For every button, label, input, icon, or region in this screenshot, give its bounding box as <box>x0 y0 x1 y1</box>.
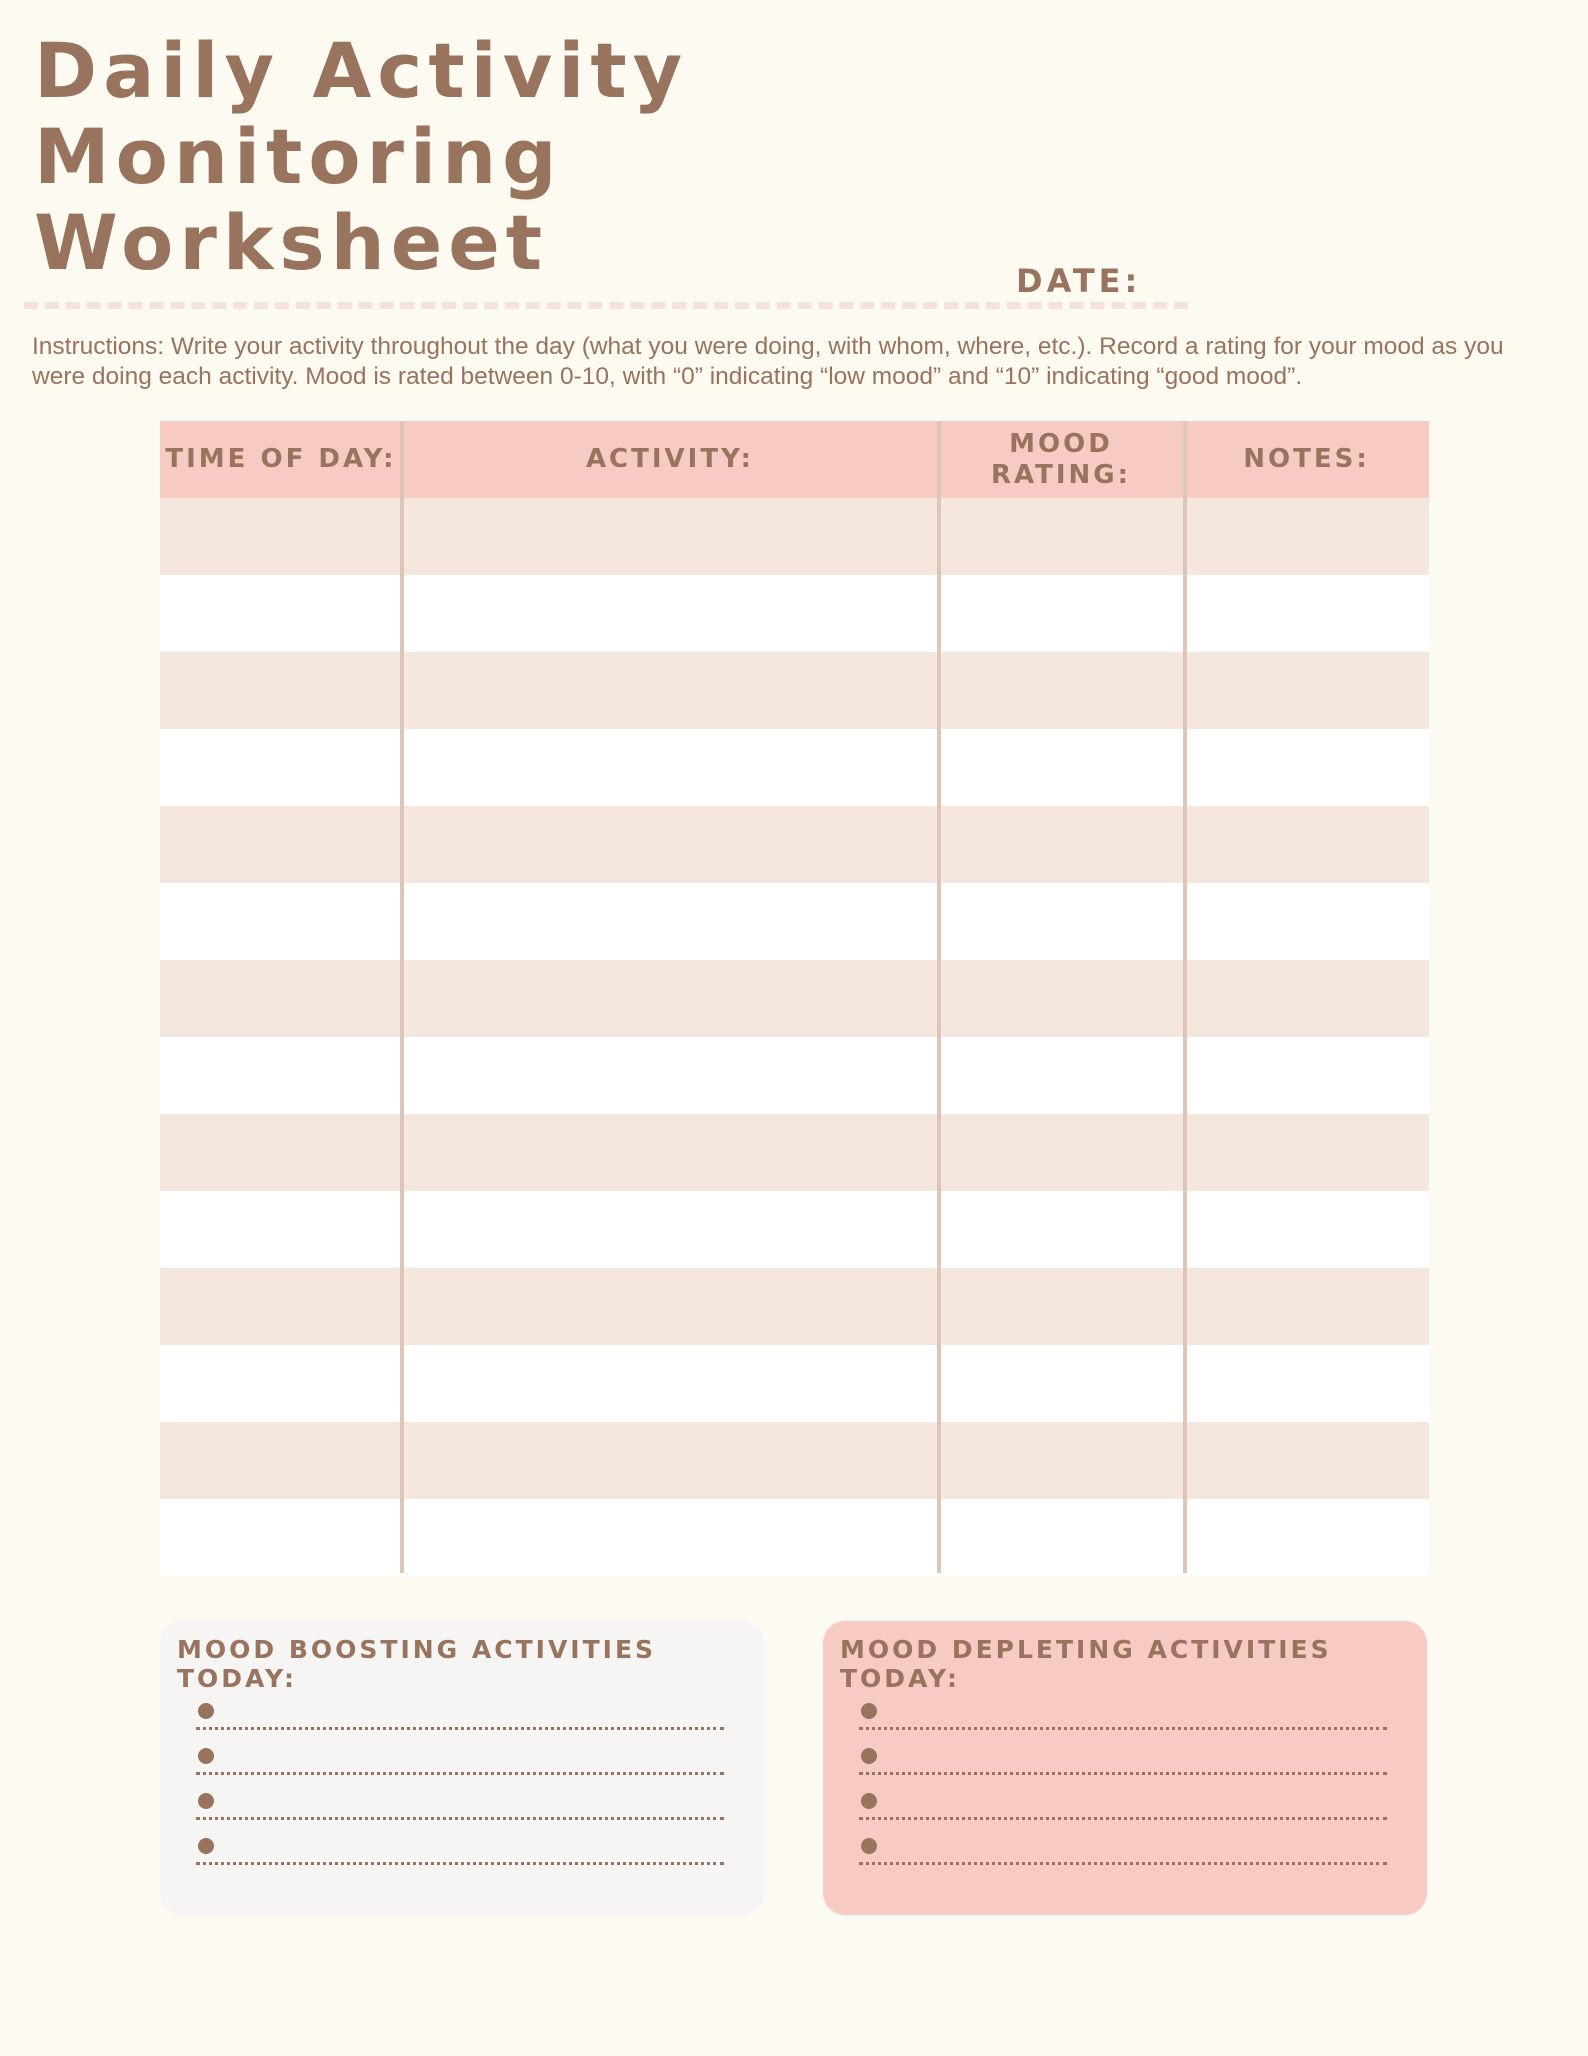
mood-depleting-title: MOOD DEPLETING ACTIVITIES TODAY: <box>840 1635 1332 1693</box>
instructions-text: Instructions: Write your activity throughout the day (what you were doing, with whom, where, etc.). Record a rating for your mood as you were doing each activity. Mood is rated between 0-10, with “0” indicating “low mood” and “10” indicating “good mood”. <box>32 333 1504 390</box>
bullet-entry-line[interactable] <box>196 1703 724 1730</box>
bullet-entry-line[interactable] <box>859 1748 1387 1775</box>
bullet-entry-line[interactable] <box>196 1748 724 1775</box>
table-row[interactable] <box>160 1114 1429 1191</box>
header-activity: ACTIVITY: <box>585 444 755 474</box>
table-row[interactable] <box>160 729 1429 806</box>
worksheet-title <box>34 28 688 286</box>
column-divider <box>400 421 404 1573</box>
table-row[interactable] <box>160 960 1429 1037</box>
column-divider <box>1183 421 1187 1573</box>
bullet-entry-line[interactable] <box>859 1793 1387 1820</box>
bullet-dot-icon <box>861 1703 877 1719</box>
table-row[interactable] <box>160 1422 1429 1499</box>
bullet-dot-icon <box>198 1748 214 1764</box>
header-mood-rating: MOOD RATING: <box>990 428 1132 490</box>
bullet-entry-line[interactable] <box>859 1838 1387 1865</box>
table-row[interactable] <box>160 1345 1429 1422</box>
table-row[interactable] <box>160 575 1429 652</box>
mood-boosting-title: MOOD BOOSTING ACTIVITIES TODAY: <box>177 1635 657 1693</box>
bullet-entry-line[interactable] <box>196 1793 724 1820</box>
bullet-entry-line[interactable] <box>196 1838 724 1865</box>
table-row[interactable] <box>160 1499 1429 1576</box>
column-divider <box>937 421 941 1573</box>
table-row[interactable] <box>160 652 1429 729</box>
header-time-of-day: TIME OF DAY: <box>165 444 397 474</box>
table-row[interactable] <box>160 806 1429 883</box>
mood-depleting-box <box>823 1621 1427 1915</box>
title-line-1: Daily Activity <box>34 26 689 115</box>
dashed-divider <box>24 302 1188 309</box>
table-row[interactable] <box>160 1037 1429 1114</box>
bullet-dot-icon <box>861 1748 877 1764</box>
table-row[interactable] <box>160 498 1429 575</box>
table-row[interactable] <box>160 1191 1429 1268</box>
activity-table <box>160 421 1429 1573</box>
header-notes: NOTES: <box>1243 444 1370 474</box>
bullet-dot-icon <box>198 1703 214 1719</box>
bullet-dot-icon <box>861 1838 877 1854</box>
title-line-3: Worksheet <box>34 198 549 287</box>
table-row[interactable] <box>160 1268 1429 1345</box>
bullet-dot-icon <box>198 1838 214 1854</box>
table-header <box>160 421 1429 498</box>
bullet-dot-icon <box>198 1793 214 1809</box>
mood-boosting-box <box>160 1621 764 1915</box>
title-line-2: Monitoring <box>34 112 563 201</box>
bullet-dot-icon <box>861 1793 877 1809</box>
table-row[interactable] <box>160 883 1429 960</box>
bullet-entry-line[interactable] <box>859 1703 1387 1730</box>
date-label: DATE: <box>1016 262 1142 300</box>
